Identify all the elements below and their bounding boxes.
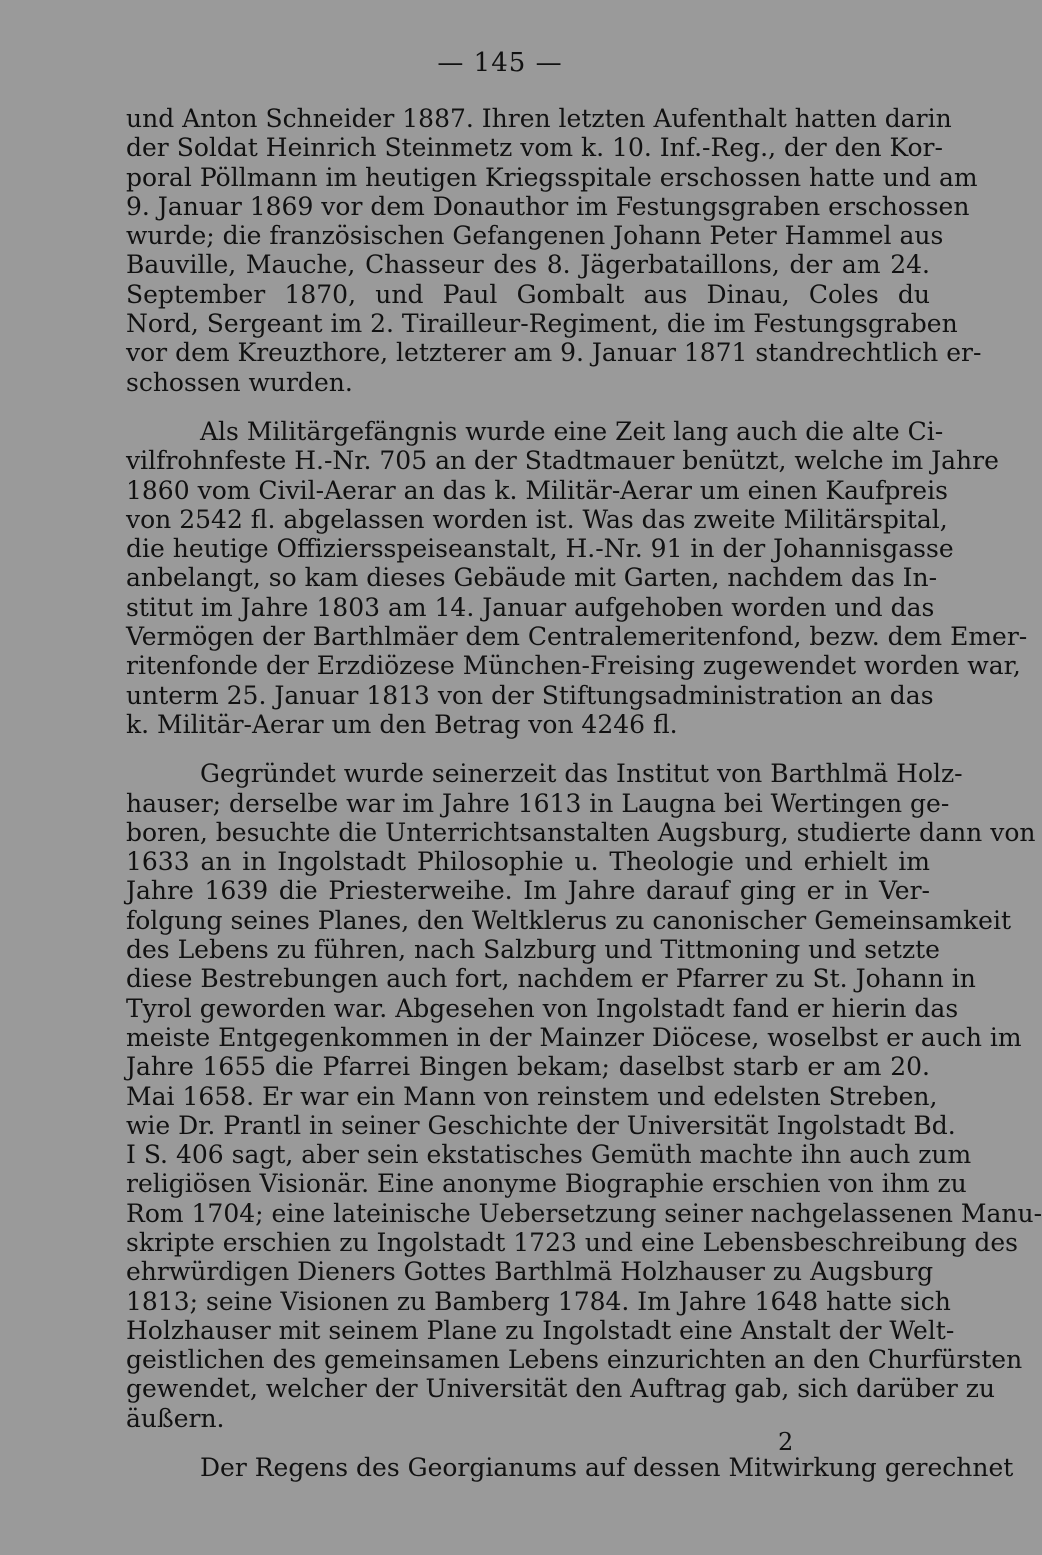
text-line: unterm 25. Januar 1813 von der Stiftungsadministration an das [126, 680, 934, 710]
text-line: poral Pöllmann im heutigen Kriegsspitale erschossen hatte und am [126, 162, 978, 192]
text-line: meiste Entgegenkommen in der Mainzer Diöcese, woselbst er auch im [126, 1022, 1022, 1052]
text-line: Tyrol geworden war. Abgesehen von Ingolstadt fand er hierin das [126, 993, 959, 1023]
text-line: vilfrohnfeste H.-Nr. 705 an der Stadtmauer benützt, welche im Jahre [126, 446, 999, 476]
text-line: stitut im Jahre 1803 am 14. Januar aufgehoben worden und das [126, 592, 935, 622]
text-line: Jahre 1655 die Pfarrei Bingen bekam; daselbst starb er am 20. [126, 1052, 930, 1082]
text-line: religiösen Visionär. Eine anonyme Biographie erschien von ihm zu [126, 1169, 967, 1199]
text-line: und Anton Schneider 1887. Ihren letzten Aufenthalt hatten darin [126, 104, 952, 133]
text-line: Vermögen der Barthlmäer dem Centralemeritenfond, bezw. dem Emer- [126, 622, 1028, 652]
text-line: wurde; die französischen Gefangenen Johann Peter Hammel aus [126, 221, 944, 251]
text-line: September 1870, und Paul Gombalt aus Dinau, Coles du [126, 279, 930, 309]
text-line: Rom 1704; eine lateinische Uebersetzung seiner nachgelassenen Manu- [126, 1198, 1042, 1228]
text-line: Jahre 1639 die Priesterweihe. Im Jahre darauf ging er in Ver- [126, 876, 930, 906]
text-line: die heutige Offiziersspeiseanstalt, H.-Nr. 91 in der Johannisgasse [126, 534, 954, 564]
text-line: Als Militärgefängnis wurde eine Zeit lang auch die alte Ci- [200, 416, 944, 446]
paragraph [126, 759, 1042, 1433]
text-line: anbelangt, so kam dieses Gebäude mit Garten, nachdem das In- [126, 563, 938, 593]
text-line: Bauville, Mauche, Chasseur des 8. Jägerbataillons, der am 24. [126, 250, 930, 280]
text-line: Nord, Sergeant im 2. Tirailleur-Regiment, die im Festungsgraben [126, 309, 958, 339]
text-line: 9. Januar 1869 vor dem Donauthor im Festungsgraben erschossen [126, 191, 970, 221]
text-line: wie Dr. Prantl in seiner Geschichte der Universität Ingolstadt Bd. [126, 1110, 956, 1140]
text-line: vor dem Kreuzthore, letzterer am 9. Januar 1871 standrechtlich er- [126, 338, 982, 368]
text-line: diese Bestrebungen auch fort, nachdem er Pfarrer zu St. Johann in [126, 964, 976, 994]
page-number: — 145 — [437, 48, 563, 78]
body-text [126, 104, 1042, 1483]
paragraph-gap [126, 739, 930, 759]
signature-mark: 2 [778, 1428, 794, 1456]
text-line: 1860 vom Civil-Aerar an das k. Militär-Aerar um einen Kaufpreis [126, 475, 948, 505]
text-line: k. Militär-Aerar um den Betrag von 4246 fl. [126, 709, 678, 739]
text-line: schossen wurden. [126, 367, 353, 397]
text-line: geistlichen des gemeinsamen Lebens einzurichten an den Churfürsten [126, 1345, 1023, 1375]
paragraph [126, 104, 982, 397]
paragraph [126, 1453, 1014, 1483]
text-line: boren, besuchte die Unterrichtsanstalten Augsburg, studierte dann von [126, 817, 1036, 847]
text-line: ehrwürdigen Dieners Gottes Barthlmä Holzhauser zu Augsburg [126, 1257, 934, 1287]
text-line: Mai 1658. Er war ein Mann von reinstem und edelsten Streben, [126, 1081, 938, 1111]
text-line: Gegründet wurde seinerzeit das Institut von Barthlmä Holz- [200, 759, 963, 789]
text-line: 1633 an in Ingolstadt Philosophie u. Theologie und erhielt im [126, 847, 930, 877]
paragraph-gap [126, 1433, 930, 1453]
text-line: skripte erschien zu Ingolstadt 1723 und eine Lebensbeschreibung des [126, 1227, 1018, 1257]
text-line: folgung seines Planes, den Weltklerus zu canonischer Gemeinsamkeit [126, 905, 1011, 935]
text-line: gewendet, welcher der Universität den Auftrag gab, sich darüber zu [126, 1374, 996, 1404]
text-line: der Soldat Heinrich Steinmetz vom k. 10. Inf.-Reg., der den Kor- [126, 133, 943, 163]
text-line: des Lebens zu führen, nach Salzburg und Tittmoning und setzte [126, 935, 940, 965]
text-line: von 2542 fl. abgelassen worden ist. Was das zweite Militärspital, [126, 504, 948, 534]
text-line: I S. 406 sagt, aber sein ekstatisches Gemüth machte ihn auch zum [126, 1140, 972, 1170]
text-line: Holzhauser mit seinem Plane zu Ingolstadt eine Anstalt der Welt- [126, 1315, 955, 1345]
text-line: ritenfonde der Erzdiözese München-Freising zugewendet worden war, [126, 651, 1021, 681]
text-line: 1813; seine Visionen zu Bamberg 1784. Im Jahre 1648 hatte sich [126, 1286, 951, 1316]
text-line: äußern. [126, 1403, 225, 1433]
paragraph [126, 416, 1028, 739]
text-line: Der Regens des Georgianums auf dessen Mitwirkung gerechnet [200, 1453, 1014, 1483]
paragraph-gap [126, 397, 930, 417]
text-line: hauser; derselbe war im Jahre 1613 in Laugna bei Wertingen ge- [126, 788, 950, 818]
